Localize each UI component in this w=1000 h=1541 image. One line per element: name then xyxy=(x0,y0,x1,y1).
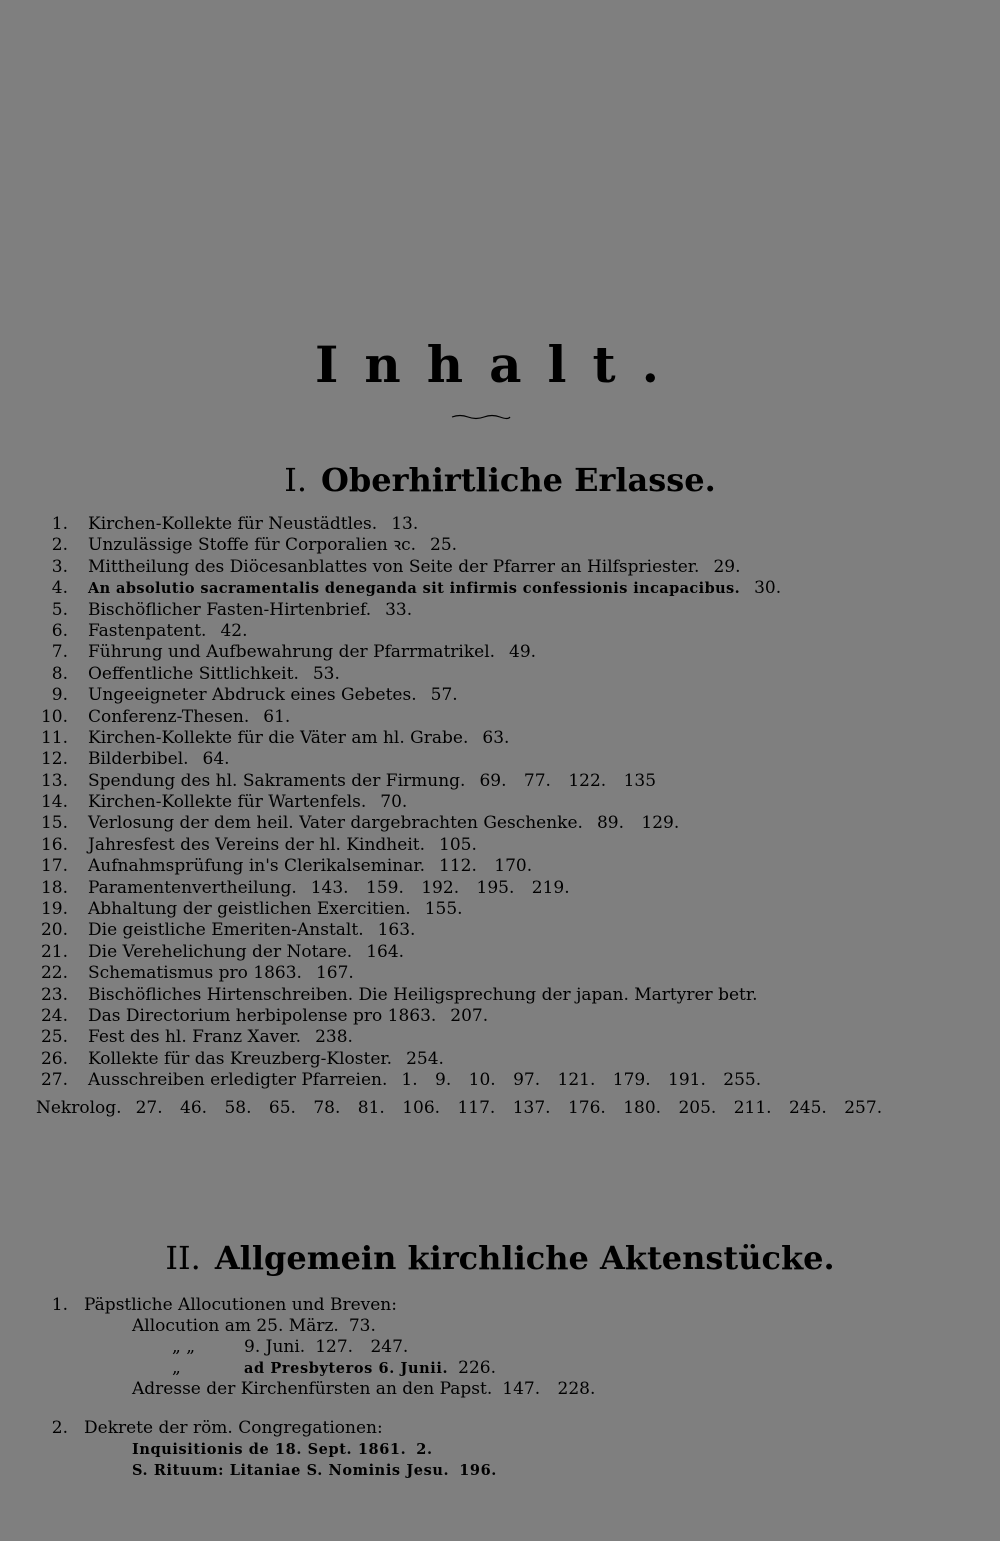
toc-item-number: 8. xyxy=(51,663,68,684)
entry-label: Inquisitionis de 18. Sept. 1861. xyxy=(132,1441,407,1458)
toc-item-number: 26. xyxy=(40,1048,68,1069)
toc-item-title: Die geistliche Emeriten-Anstalt. xyxy=(88,920,364,941)
toc-item-pages: 63. xyxy=(482,727,510,748)
entry-pages: 127. 247. xyxy=(315,1337,409,1357)
part2-item-allocutions xyxy=(44,1295,974,1400)
toc-item-number: 10. xyxy=(40,706,68,727)
entry-pages: 196. xyxy=(459,1462,497,1479)
toc-item-title: Das Directorium herbipolense pro 1863. xyxy=(88,1005,437,1026)
toc-item xyxy=(36,664,976,685)
toc-item-title: Kirchen-Kollekte für die Väter am hl. Grabe. xyxy=(88,727,469,748)
ditto-mark: „ xyxy=(172,1358,181,1378)
toc-item xyxy=(36,792,976,813)
entry-label: Adresse der Kirchenfürsten an den Papst. xyxy=(132,1379,493,1399)
toc-item-title: Abhaltung der geistlichen Exercitien. xyxy=(88,899,411,920)
item-label: Päpstliche Allocutionen und Breven: xyxy=(84,1295,397,1315)
toc-item-pages: 1. 9. 10. 97. 121. 179. 191. 255. xyxy=(401,1070,762,1091)
necrology-pages: 27. 46. 58. 65. 78. 81. 106. 117. 137. 176. 180. 205. 211. 245. 257. xyxy=(135,1098,883,1118)
toc-list xyxy=(36,514,976,1092)
ditto-entry-2 xyxy=(44,1358,974,1379)
toc-item-pages: 29. xyxy=(713,556,741,577)
toc-item-number: 21. xyxy=(40,941,68,962)
toc-item-title: Bischöflicher Fasten-Hirtenbrief. xyxy=(88,599,372,620)
toc-item-number: 17. xyxy=(40,856,68,877)
ornament-divider xyxy=(450,412,512,422)
toc-item-number: 3. xyxy=(51,556,68,577)
toc-item-pages: 53. xyxy=(312,663,340,684)
entry-label: 9. Juni. xyxy=(244,1337,306,1357)
toc-item-pages: 155. xyxy=(424,899,463,920)
item-number: 1. xyxy=(51,1295,68,1315)
toc-item xyxy=(36,835,976,856)
toc-item xyxy=(36,642,976,663)
toc-item-pages: 207. xyxy=(450,1005,489,1026)
toc-item xyxy=(36,1049,976,1070)
toc-item-pages: 42. xyxy=(220,620,248,641)
toc-item-title: Unzulässige Stoffe für Corporalien ꝛc. xyxy=(88,535,417,556)
section-numeral: I. xyxy=(284,461,308,499)
toc-item-pages: 238. xyxy=(315,1027,353,1048)
toc-item xyxy=(36,621,976,642)
toc-item-pages: 61. xyxy=(263,706,291,727)
toc-item-title: Conferenz-Thesen. xyxy=(88,706,250,727)
toc-item xyxy=(36,685,976,706)
toc-item-number: 19. xyxy=(40,899,68,920)
toc-item-number: 1. xyxy=(51,514,68,534)
toc-item xyxy=(36,899,976,920)
necrology-row xyxy=(36,1097,882,1119)
toc-item-number: 18. xyxy=(40,877,68,898)
toc-item-number: 13. xyxy=(40,770,68,791)
toc-item-pages: 30. xyxy=(754,578,782,599)
toc-item-number: 27. xyxy=(40,1070,68,1091)
toc-item xyxy=(36,514,976,535)
toc-item-number: 24. xyxy=(40,1005,68,1026)
toc-item-title: Fastenpatent. xyxy=(88,620,207,641)
toc-item-pages: 105. xyxy=(439,834,477,855)
toc-item-pages: 164. xyxy=(366,941,405,962)
toc-item-number: 16. xyxy=(40,834,68,855)
toc-item xyxy=(36,1027,976,1048)
toc-item xyxy=(36,920,976,941)
toc-item-number: 25. xyxy=(40,1027,68,1048)
toc-item-number: 20. xyxy=(40,920,68,941)
toc-item-number: 12. xyxy=(40,749,68,770)
toc-item xyxy=(36,856,976,877)
toc-item-title: An absolutio sacramentalis deneganda sit infirmis confessionis incapacibus. xyxy=(88,580,741,598)
toc-item-number: 9. xyxy=(51,685,68,706)
section-heading-2 xyxy=(0,1236,1000,1280)
section-title: Allgemein kirchliche Aktenstücke. xyxy=(214,1239,835,1277)
toc-item-pages: 70. xyxy=(380,792,408,813)
toc-item-title: Ausschreiben erledigter Pfarreien. xyxy=(88,1070,388,1091)
toc-item-number: 7. xyxy=(51,642,68,663)
toc-item-title: Die Verehelichung der Notare. xyxy=(88,941,353,962)
rituum-entry xyxy=(44,1460,974,1481)
item-label: Dekrete der röm. Congregationen: xyxy=(84,1418,383,1438)
toc-item-title: Bischöfliches Hirtenschreiben. Die Heiligsprechung der japan. Martyrer betr. xyxy=(88,984,758,1005)
toc-item-title: Kirchen-Kollekte für Wartenfels. xyxy=(88,792,367,813)
toc-item-pages: 57. xyxy=(430,685,458,706)
toc-item-title: Führung und Aufbewahrung der Pfarrmatrikel. xyxy=(88,642,496,663)
entry-label: ad Presbyteros 6. Junii. xyxy=(244,1360,449,1377)
inquisition-entry xyxy=(44,1439,974,1460)
page-title: Inhalt. xyxy=(315,335,685,394)
toc-item xyxy=(36,728,976,749)
toc-item-pages: 143. 159. 192. 195. 219. xyxy=(310,877,570,898)
toc-item-number: 22. xyxy=(40,963,68,984)
necrology-label: Nekrolog. xyxy=(36,1098,122,1118)
toc-item-pages: 64. xyxy=(202,749,230,770)
toc-item-title: Schematismus pro 1863. xyxy=(88,963,302,984)
toc-item-pages: 25. xyxy=(430,535,458,556)
item-number: 2. xyxy=(51,1418,68,1438)
toc-item-pages: 167. xyxy=(315,963,354,984)
toc-item-title: Fest des hl. Franz Xaver. xyxy=(88,1027,302,1048)
entry-pages: 147. 228. xyxy=(502,1379,596,1399)
toc-item-title: Kollekte für das Kreuzberg-Kloster. xyxy=(88,1048,393,1069)
toc-item-number: 6. xyxy=(51,620,68,641)
toc-item-pages: 89. 129. xyxy=(596,813,680,834)
entry-pages: 226. xyxy=(458,1358,496,1378)
toc-item-number: 11. xyxy=(40,727,68,748)
toc-item-pages: 33. xyxy=(385,599,413,620)
toc-item xyxy=(36,535,976,556)
toc-item-number: 2. xyxy=(51,535,68,556)
address-entry xyxy=(44,1379,974,1400)
section-numeral: II. xyxy=(165,1239,201,1277)
toc-item xyxy=(36,749,976,770)
entry-pages: 73. xyxy=(348,1316,376,1336)
toc-item-title: Oeffentliche Sittlichkeit. xyxy=(88,663,299,684)
toc-item-title: Spendung des hl. Sakraments der Firmung. xyxy=(88,770,466,791)
ditto-marks: „ „ xyxy=(172,1337,196,1357)
toc-item-title: Verlosung der dem heil. Vater dargebrachten Geschenke. xyxy=(88,813,583,834)
allocution-entry xyxy=(44,1316,974,1337)
ditto-entry-1 xyxy=(44,1337,974,1358)
section-title: Oberhirtliche Erlasse. xyxy=(321,461,716,499)
toc-item-pages: 13. xyxy=(391,514,419,534)
toc-item-number: 4. xyxy=(51,578,68,599)
toc-item-number: 5. xyxy=(51,599,68,620)
toc-item xyxy=(36,1070,976,1091)
entry-label: S. Rituum: Litaniae S. Nominis Jesu. xyxy=(132,1462,450,1479)
part2-item-decrees xyxy=(44,1418,974,1481)
toc-item-pages: 254. xyxy=(406,1048,444,1069)
toc-item-title: Paramentenvertheilung. xyxy=(88,877,297,898)
toc-item-title: Bilderbibel. xyxy=(88,749,189,770)
toc-item xyxy=(36,942,976,963)
toc-item-title: Kirchen-Kollekte für Neustädtles. xyxy=(88,514,378,534)
toc-item-number: 14. xyxy=(40,792,68,813)
toc-item xyxy=(36,813,976,834)
toc-item xyxy=(36,600,976,621)
toc-item-title: Ungeeigneter Abdruck eines Gebetes. xyxy=(88,685,417,706)
toc-item-title: Mittheilung des Diöcesanblattes von Seite der Pfarrer an Hilfspriester. xyxy=(88,556,700,577)
toc-item-number: 23. xyxy=(40,984,68,1005)
entry-pages: 2. xyxy=(416,1441,433,1458)
toc-item-pages: 112. 170. xyxy=(439,856,533,877)
toc-item-title: Jahresfest des Vereins der hl. Kindheit. xyxy=(88,834,425,855)
section-heading-1 xyxy=(0,458,1000,502)
toc-item-number: 15. xyxy=(40,813,68,834)
toc-item-pages: 69. 77. 122. 135 xyxy=(479,770,657,791)
toc-item xyxy=(36,1006,976,1027)
toc-item xyxy=(36,557,976,578)
toc-item xyxy=(36,963,976,984)
toc-item-pages: 49. xyxy=(509,642,537,663)
toc-item xyxy=(36,771,976,792)
entry-label: Allocution am 25. März. xyxy=(132,1316,339,1336)
toc-item-pages: 163. xyxy=(377,920,416,941)
toc-item xyxy=(36,878,976,899)
toc-item xyxy=(36,578,976,599)
toc-item xyxy=(36,707,976,728)
toc-item xyxy=(36,985,976,1006)
toc-item-title: Aufnahmsprüfung in's Clerikalseminar. xyxy=(88,856,426,877)
